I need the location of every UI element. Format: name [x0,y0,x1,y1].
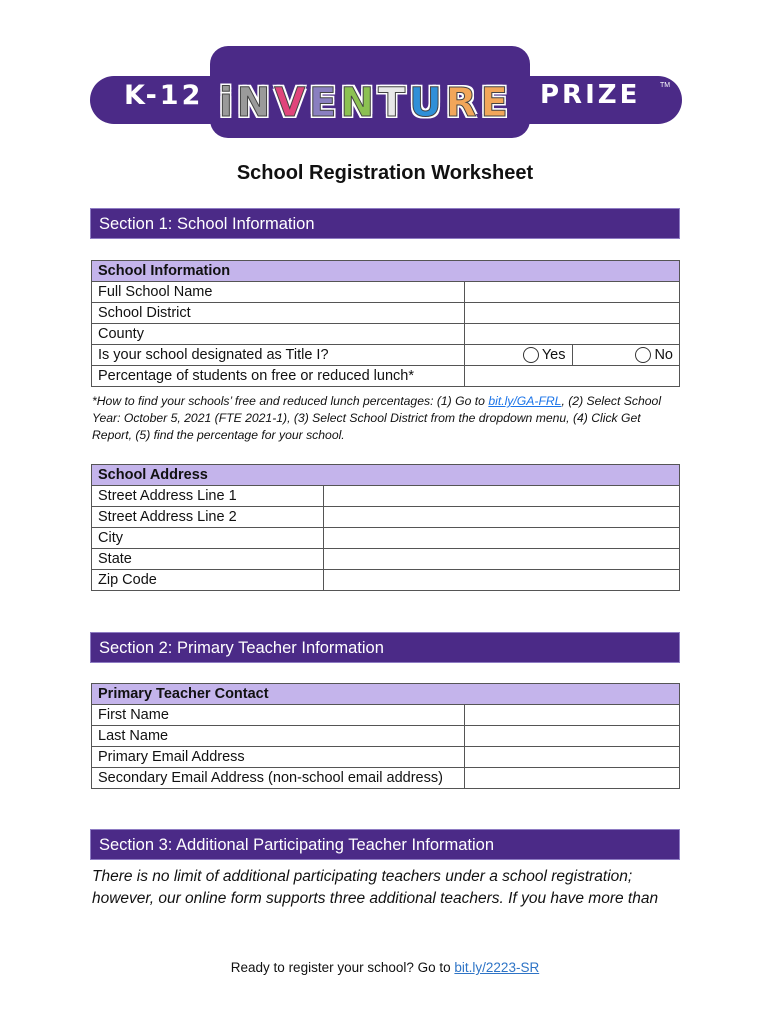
primary-email-field[interactable] [465,747,680,768]
radio-circle-icon[interactable] [523,347,539,363]
table-row [92,747,680,768]
title-i-yes-radio[interactable] [465,345,572,365]
footnote-text: *How to find your schools’ free and reduced lunch percentages: (1) Go to [92,394,489,408]
free-reduced-lunch-percentage-field[interactable] [465,366,680,387]
field-label: Street Address Line 2 [92,507,324,528]
field-label: Street Address Line 1 [92,486,324,507]
radio-label-no: No [654,347,673,363]
title-i-no-radio[interactable] [572,345,680,365]
street-address-line-1-field[interactable] [324,486,680,507]
last-name-field[interactable] [465,726,680,747]
field-label: Last Name [92,726,465,747]
logo-inventure-wordmark [218,68,509,128]
section-1-header: Section 1: School Information [90,208,680,239]
field-label: School District [92,303,465,324]
table-header: Primary Teacher Contact [92,684,680,705]
logo-k12-text: K-12 [124,80,204,111]
title-i-radio-group [465,345,680,366]
table-row [92,366,680,387]
state-field[interactable] [324,549,680,570]
full-school-name-field[interactable] [465,282,680,303]
table-row [92,507,680,528]
table-row [92,726,680,747]
logo-letter: R [445,80,477,126]
lunch-percentage-footnote [92,393,682,444]
school-information-table [91,260,680,387]
logo-prize-text: PRIZE [540,80,641,110]
footer [0,960,770,975]
footer-text: Ready to register your school? Go to [230,960,455,975]
school-address-table [91,464,680,591]
first-name-field[interactable] [465,705,680,726]
secondary-email-field[interactable] [465,768,680,789]
register-link[interactable]: bit.ly/2223-SR [454,960,540,975]
radio-circle-icon[interactable] [635,347,651,363]
table-row [92,324,680,345]
table-header: School Address [92,465,680,486]
inventure-prize-logo [90,46,682,138]
logo-letter: E [309,80,337,126]
county-field[interactable] [465,324,680,345]
section-2-header: Section 2: Primary Teacher Information [90,632,680,663]
field-label: City [92,528,324,549]
table-row [92,345,680,366]
table-row [92,768,680,789]
logo-letter: i [219,80,233,126]
field-label: Is your school designated as Title I? [92,345,465,366]
section-3-description: There is no limit of additional participating teachers under a school registration; however, our online form supports three additional teachers. If you have more than [92,868,659,907]
table-row [92,705,680,726]
table-row [92,570,680,591]
table-row [92,486,680,507]
logo-letter: V [274,80,306,126]
logo-letter: N [340,80,374,126]
field-label: Zip Code [92,570,324,591]
radio-label-yes: Yes [541,347,566,363]
table-header: School Information [92,261,680,282]
field-label: Secondary Email Address (non-school email address) [92,768,465,789]
table-row [92,303,680,324]
footnote-text: , (2) Select School Year: October 5, 2021 (FTE 2021-1), (3) Select School District from the dropdown menu, (4) Click Get Report, (5) find the percentage for your school. [92,394,662,442]
logo-letter: N [236,80,271,126]
city-field[interactable] [324,528,680,549]
logo-letter: T [377,80,406,126]
table-row [92,549,680,570]
field-label: County [92,324,465,345]
field-label: First Name [92,705,465,726]
section-3-header: Section 3: Additional Participating Teacher Information [90,829,680,860]
ga-frl-link[interactable]: bit.ly/GA-FRL [488,394,562,408]
logo-letter: U [409,80,442,126]
logo-letter: E [480,80,508,126]
field-label: Percentage of students on free or reduced lunch* [92,366,465,387]
primary-teacher-contact-table [91,683,680,789]
zip-code-field[interactable] [324,570,680,591]
street-address-line-2-field[interactable] [324,507,680,528]
field-label: Primary Email Address [92,747,465,768]
page-title: School Registration Worksheet [236,162,534,184]
trademark-symbol: TM [660,82,671,89]
table-row [92,282,680,303]
table-row [92,528,680,549]
school-district-field[interactable] [465,303,680,324]
field-label: Full School Name [92,282,465,303]
field-label: State [92,549,324,570]
